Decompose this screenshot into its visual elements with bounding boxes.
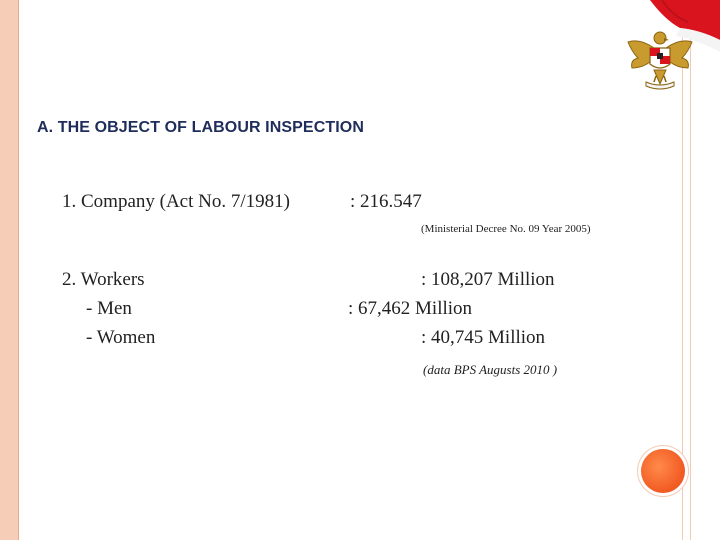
company-value: : 216.547 [350, 191, 422, 212]
garuda-emblem-icon [620, 18, 700, 98]
men-label: - Men [86, 298, 132, 319]
men-value: : 67,462 Million [348, 298, 473, 319]
workers-source-note: (data BPS Augusts 2010 ) [423, 362, 558, 377]
women-value: : 40,745 Million [421, 327, 546, 348]
left-border-line [18, 0, 19, 540]
company-source-note: (Ministerial Decree No. 09 Year 2005) [421, 223, 591, 235]
left-decorative-border [0, 0, 18, 540]
orange-circle-icon [641, 449, 685, 493]
women-label: - Women [86, 327, 156, 348]
workers-label: 2. Workers [62, 269, 145, 290]
workers-total-value: : 108,207 Million [421, 269, 555, 290]
page-title: A. THE OBJECT OF LABOUR INSPECTION [37, 119, 364, 136]
company-label: 1. Company (Act No. 7/1981) [62, 191, 290, 212]
